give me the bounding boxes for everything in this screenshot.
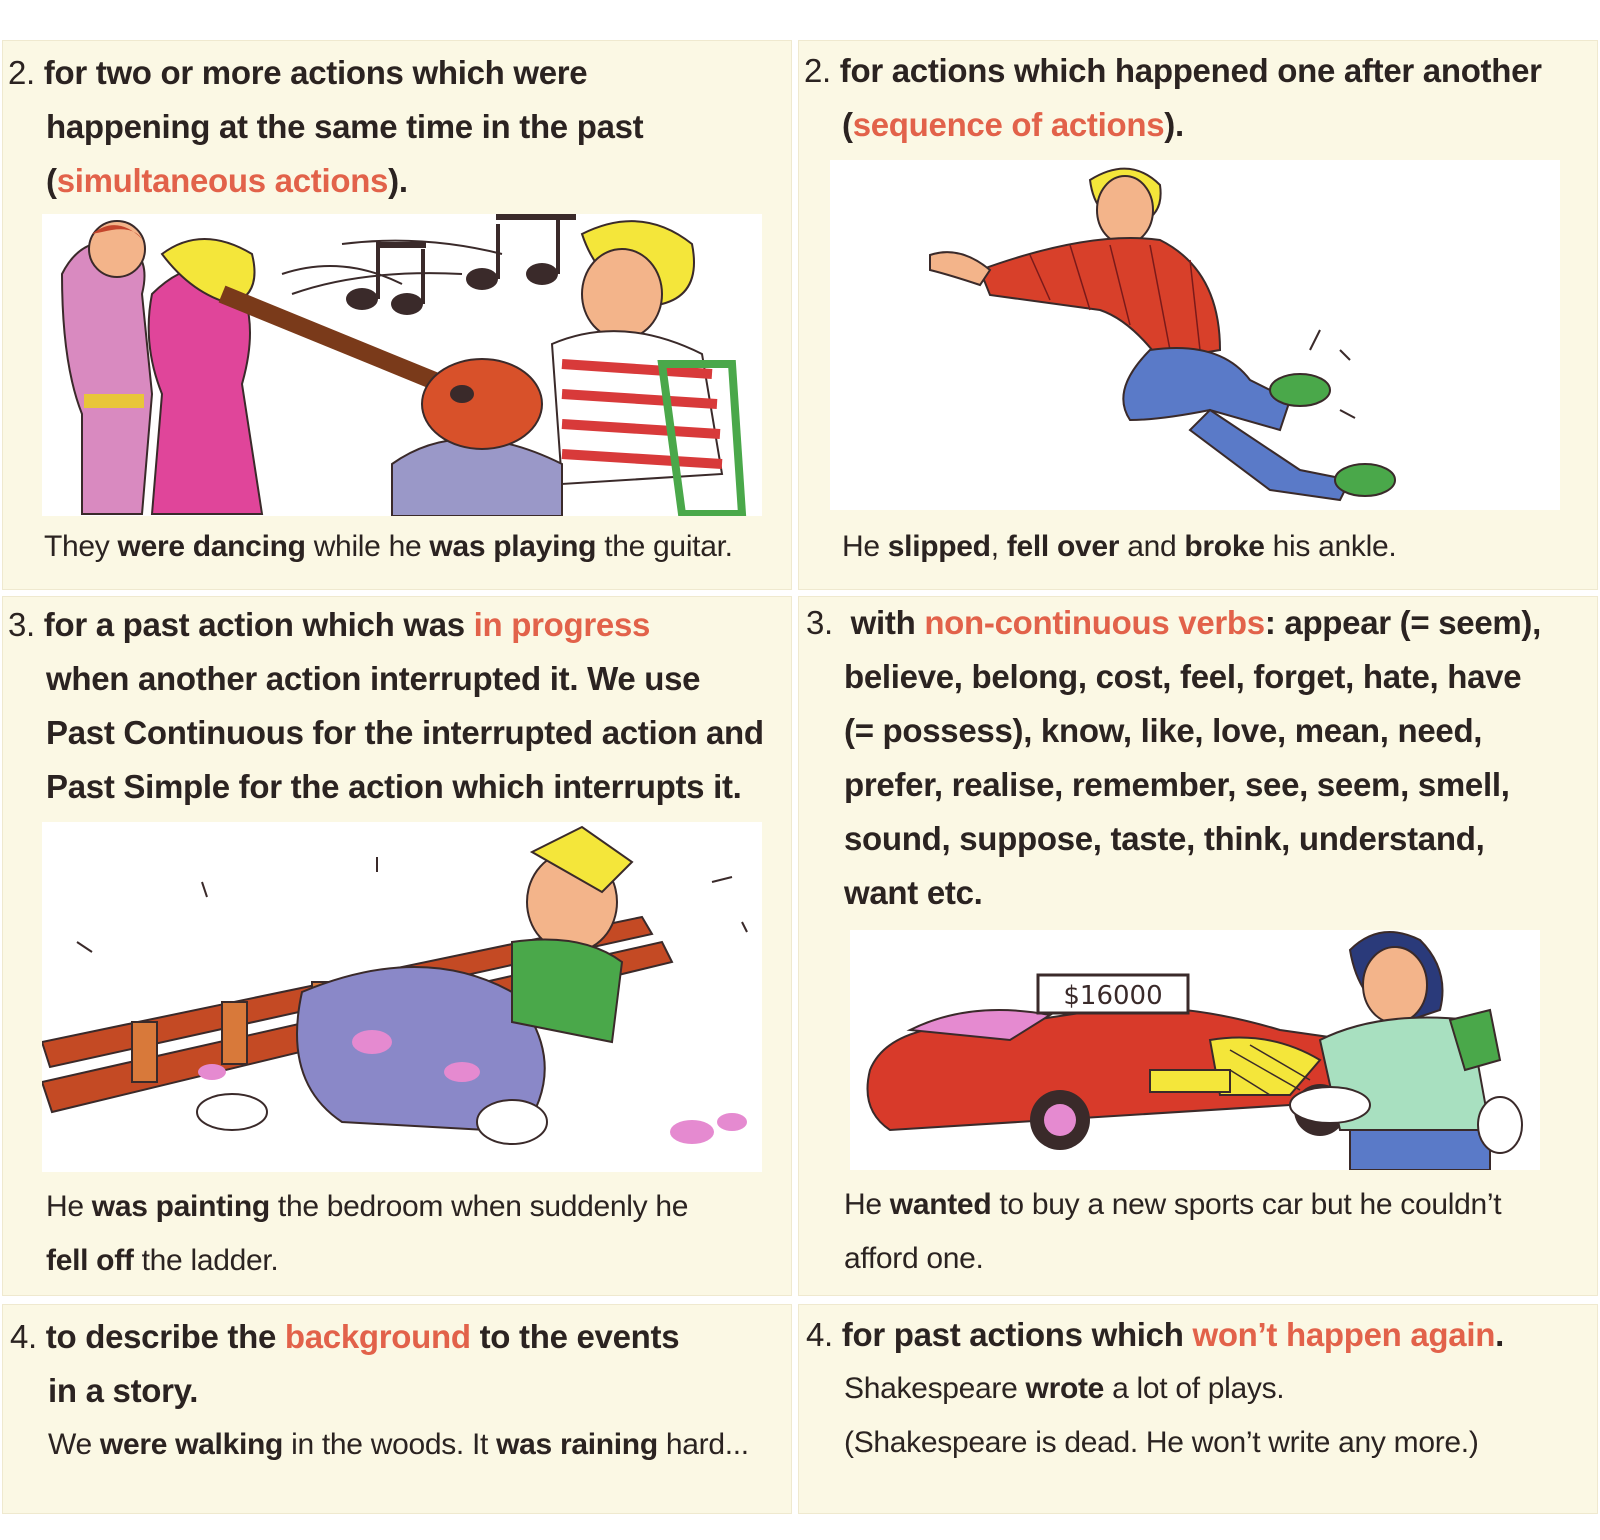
caption-text: We [48, 1428, 100, 1461]
heading-text: for two or more actions which were [43, 54, 588, 91]
heading-text: ). [1164, 106, 1184, 143]
verb-bold: were dancing [117, 530, 306, 563]
verb-bold: were walking [99, 1428, 284, 1461]
heading-text: with [850, 604, 925, 641]
illustration-sports-car [850, 930, 1540, 1170]
caption-text: (Shakespeare is dead. He won’t write any more.) [844, 1426, 1479, 1459]
heading-text: : appear (= seem), [1264, 604, 1541, 641]
caption-text: He [46, 1190, 92, 1223]
verb-bold: was painting [91, 1190, 270, 1223]
caption-text: his ankle. [1264, 530, 1397, 563]
highlight-term: background [284, 1318, 471, 1355]
illustration-ladder-fall [42, 822, 762, 1172]
caption-painting [46, 1180, 786, 1288]
heading-text: for a past action which was [43, 606, 474, 643]
caption-text: a lot of plays. [1104, 1372, 1285, 1405]
caption-slipped [842, 520, 1396, 574]
caption-wanted [844, 1178, 1594, 1286]
verb-bold: fell off [46, 1244, 134, 1277]
caption-text: the bedroom when suddenly he [269, 1190, 689, 1223]
heading-wont-happen-again [806, 1308, 1596, 1362]
heading-text: . [1495, 1316, 1504, 1353]
item-number: 2. [8, 54, 35, 91]
item-number: 4. [10, 1318, 37, 1355]
heading-text: to the events [470, 1318, 680, 1355]
ladder-fall-drawing [42, 822, 762, 1172]
heading-sequence-of-actions [804, 44, 1594, 152]
item-number: 3. [8, 606, 35, 643]
caption-text: the guitar. [596, 530, 733, 563]
illustration-dancing-guitar [42, 214, 762, 516]
heading-text: when another action interrupted it. We use [46, 660, 701, 697]
heading-text: ( [46, 162, 57, 199]
verb-bold: wanted [889, 1188, 992, 1221]
heading-in-progress [8, 598, 792, 814]
heading-text: for past actions which [841, 1316, 1193, 1353]
verb-bold: wrote [1025, 1372, 1105, 1405]
heading-text: for actions which happened one after another [839, 52, 1542, 89]
price-tag-text: $16000 [1063, 981, 1163, 1011]
item-number: 4. [806, 1316, 833, 1353]
caption-text: in the woods. It [283, 1428, 497, 1461]
verb-bold: broke [1184, 530, 1265, 563]
highlight-term: in progress [473, 606, 651, 643]
caption-text: Shakespeare [844, 1372, 1026, 1405]
heading-text: in a story. [48, 1372, 199, 1409]
verb-bold: was raining [496, 1428, 658, 1461]
heading-text: want etc. [844, 874, 983, 911]
verb-bold: fell over [1006, 530, 1120, 563]
caption-dancing [44, 520, 733, 574]
caption-text: , [990, 530, 1007, 563]
heading-non-continuous-verbs [806, 596, 1596, 920]
item-number: 3. [806, 604, 833, 641]
caption-text: the ladder. [133, 1244, 279, 1277]
highlight-term: sequence of actions [852, 106, 1165, 143]
slipping-man-drawing [830, 160, 1560, 510]
caption-text: afford one. [844, 1242, 984, 1275]
caption-shakespeare [844, 1362, 1594, 1470]
heading-text: to describe the [45, 1318, 285, 1355]
heading-text: prefer, realise, remember, see, seem, smell, [844, 766, 1510, 803]
heading-text: believe, belong, cost, feel, forget, hate, have [844, 658, 1522, 695]
highlight-term: won’t happen again [1192, 1316, 1496, 1353]
heading-background [10, 1310, 790, 1418]
heading-text: ( [842, 106, 853, 143]
highlight-term: non-continuous verbs [924, 604, 1265, 641]
caption-text: to buy a new sports car but he couldn’t [991, 1188, 1502, 1221]
item-number: 2. [804, 52, 831, 89]
heading-text: (= possess), know, like, love, mean, need, [844, 712, 1483, 749]
verb-bold: slipped [887, 530, 991, 563]
heading-simultaneous-actions [8, 46, 768, 208]
caption-text: They [44, 530, 118, 563]
dancing-guitar-drawing [42, 214, 762, 516]
caption-text: and [1119, 530, 1185, 563]
caption-walking [48, 1418, 749, 1472]
heading-text: Past Simple for the action which interrupts it. [46, 768, 742, 805]
illustration-slipping-man [830, 160, 1560, 510]
highlight-term: simultaneous actions [56, 162, 389, 199]
verb-bold: was playing [429, 530, 597, 563]
heading-text: happening at the same time in the past [46, 108, 644, 145]
heading-text: Past Continuous for the interrupted action and [46, 714, 764, 751]
caption-text: while he [305, 530, 430, 563]
sports-car-drawing [850, 930, 1540, 1170]
heading-text: ). [388, 162, 408, 199]
heading-text: sound, suppose, taste, think, understand, [844, 820, 1485, 857]
caption-text: hard... [657, 1428, 749, 1461]
caption-text: He [844, 1188, 890, 1221]
caption-text: He [842, 530, 888, 563]
